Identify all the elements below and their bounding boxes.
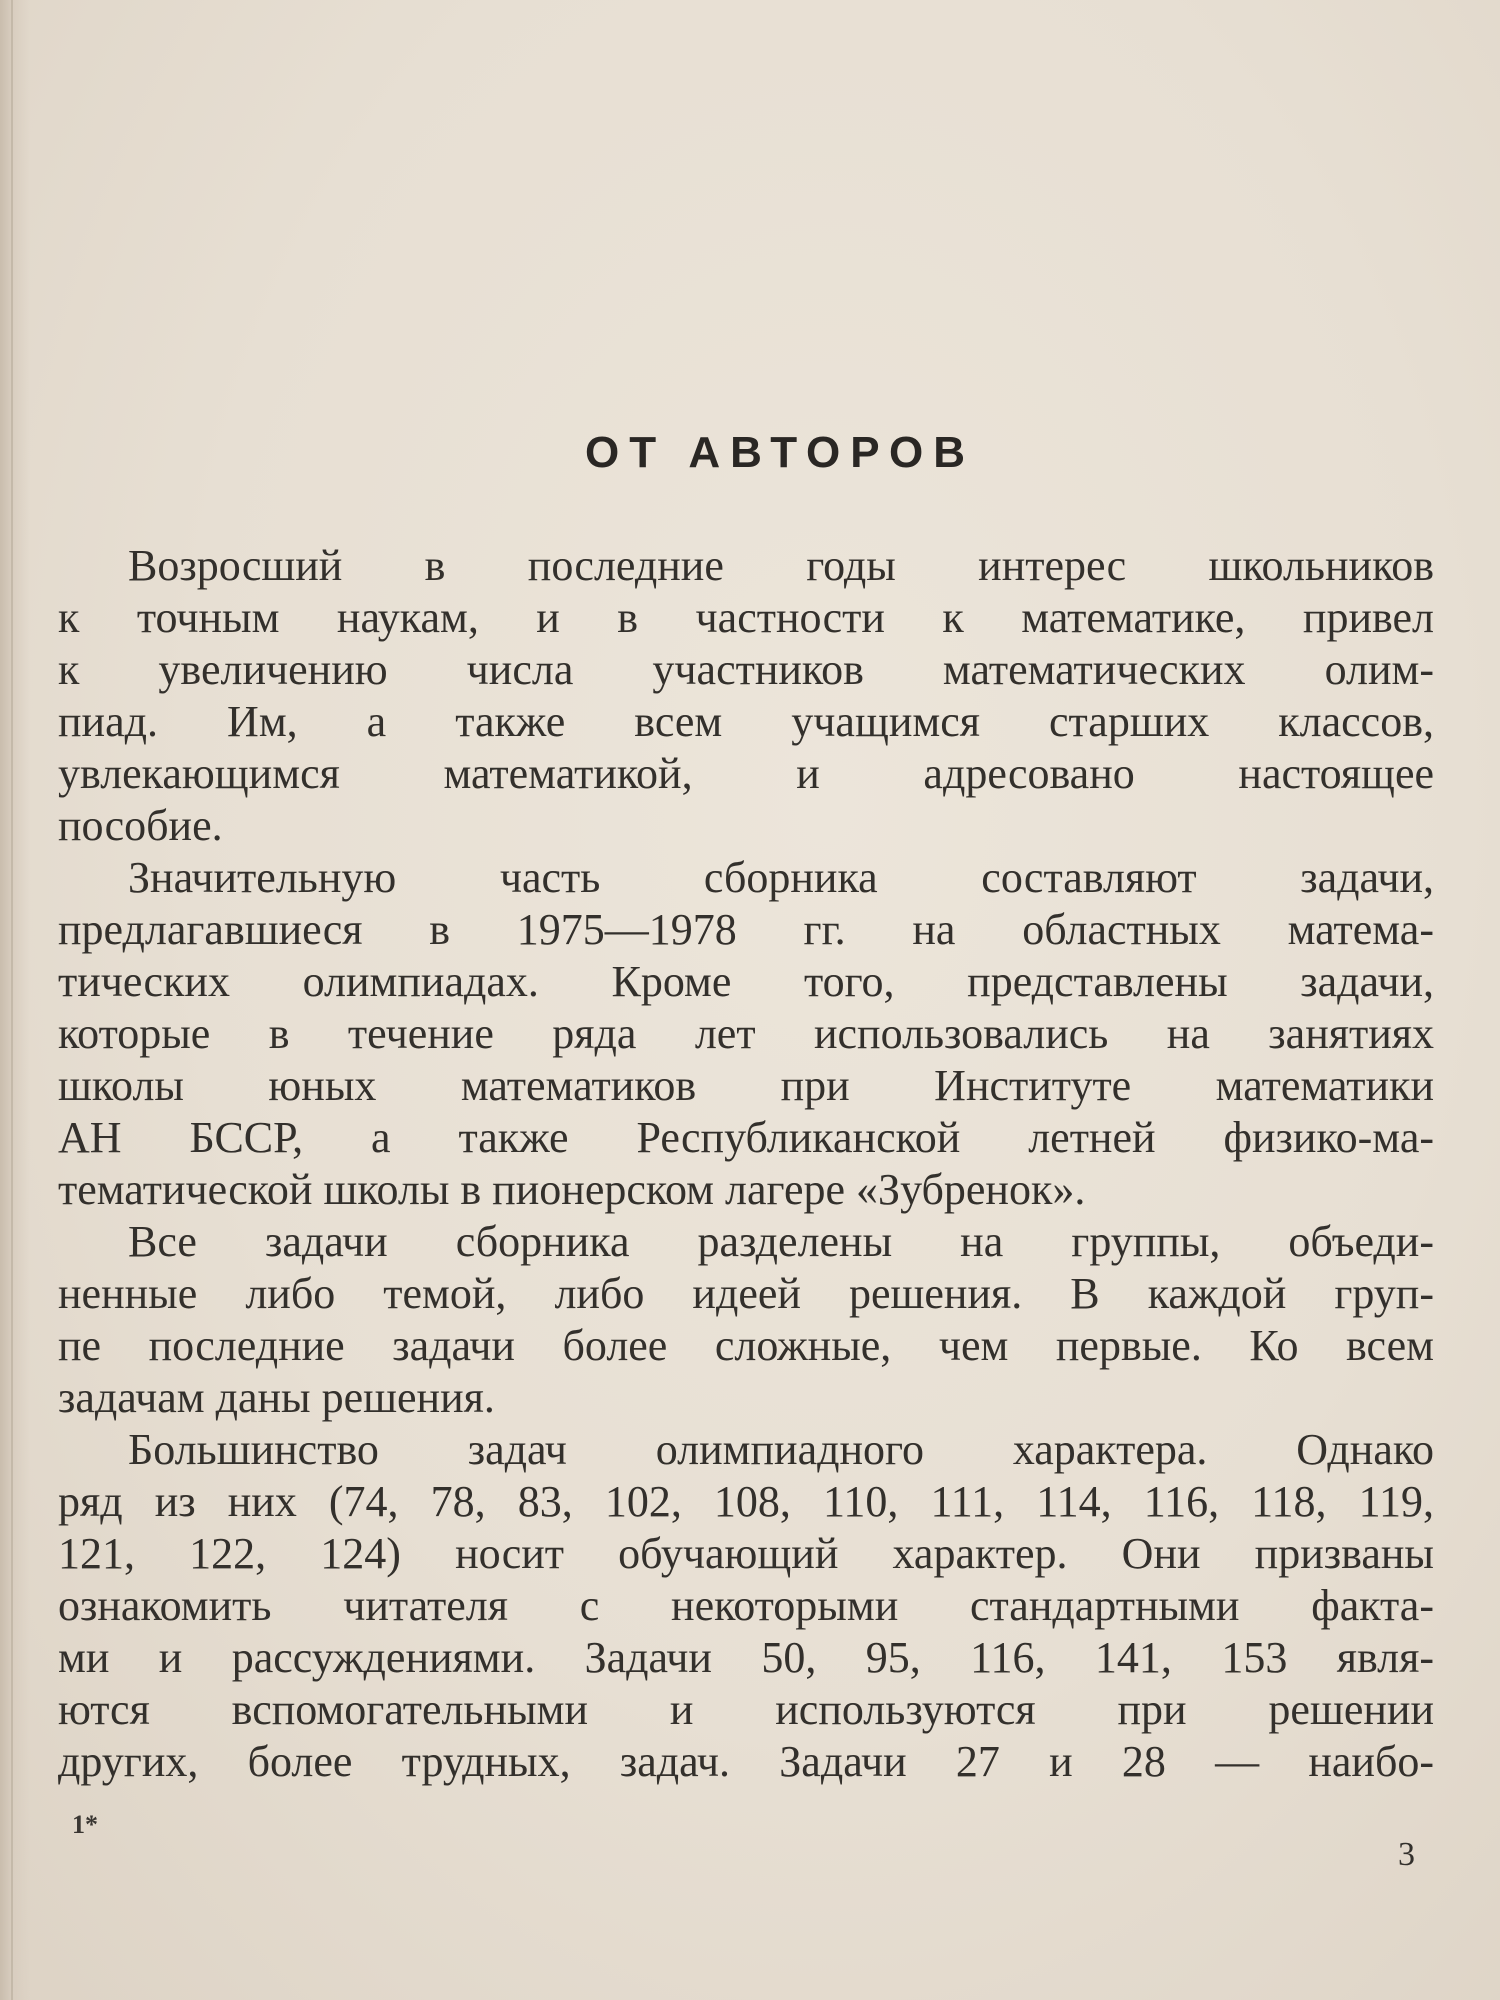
text-line: АН БССР, а также Республиканской летней физико-ма-	[58, 1113, 1434, 1162]
text-line: увлекающимся математикой, и адресовано настоящее	[58, 749, 1434, 798]
text-line: задачам даны решения.	[58, 1373, 495, 1422]
text-line: Все задачи сборника разделены на группы, объеди-	[128, 1217, 1434, 1266]
text-line: ми и рассуждениями. Задачи 50, 95, 116, 141, 153 явля-	[58, 1633, 1434, 1682]
text-line: тических олимпиадах. Кроме того, представлены задачи,	[58, 957, 1434, 1006]
text-line: Возросший в последние годы интерес школьников	[128, 541, 1434, 590]
text-line: ются вспомогательными и используются при решении	[58, 1685, 1434, 1734]
text-line: пиад. Им, а также всем учащимся старших классов,	[58, 697, 1434, 746]
text-line: других, более трудных, задач. Задачи 27 и 28 — наибо-	[58, 1737, 1434, 1786]
text-line: Большинство задач олимпиадного характера. Однако	[128, 1425, 1434, 1474]
page-spine-shadow	[0, 0, 30, 2000]
text-line: школы юных математиков при Институте математики	[58, 1061, 1434, 1110]
text-line: к точным наукам, и в частности к математике, привел	[58, 593, 1434, 642]
text-line: тематической школы в пионерском лагере «Зубренок».	[58, 1165, 1086, 1214]
section-heading: ОТ АВТОРОВ	[585, 428, 975, 477]
text-line: к увеличению числа участников математических олим-	[58, 645, 1434, 694]
page-number: 3	[1398, 1836, 1415, 1873]
body-text	[58, 540, 1434, 1788]
page-spine-line	[11, 0, 13, 2000]
text-line: ряд из них (74, 78, 83, 102, 108, 110, 111, 114, 116, 118, 119,	[58, 1477, 1434, 1526]
text-line: пе последние задачи более сложные, чем первые. Ко всем	[58, 1321, 1434, 1370]
text-line: ознакомить читателя с некоторыми стандартными факта-	[58, 1581, 1434, 1630]
signature-mark: 1*	[72, 1810, 98, 1839]
text-line: пособие.	[58, 801, 223, 850]
text-line: ненные либо темой, либо идеей решения. В каждой груп-	[58, 1269, 1434, 1318]
text-line: предлагавшиеся в 1975—1978 гг. на областных матема-	[58, 905, 1434, 954]
text-line: Значительную часть сборника составляют задачи,	[128, 853, 1434, 902]
text-line: 121, 122, 124) носит обучающий характер. Они призваны	[58, 1529, 1434, 1578]
text-line: которые в течение ряда лет использовались на занятиях	[58, 1009, 1434, 1058]
